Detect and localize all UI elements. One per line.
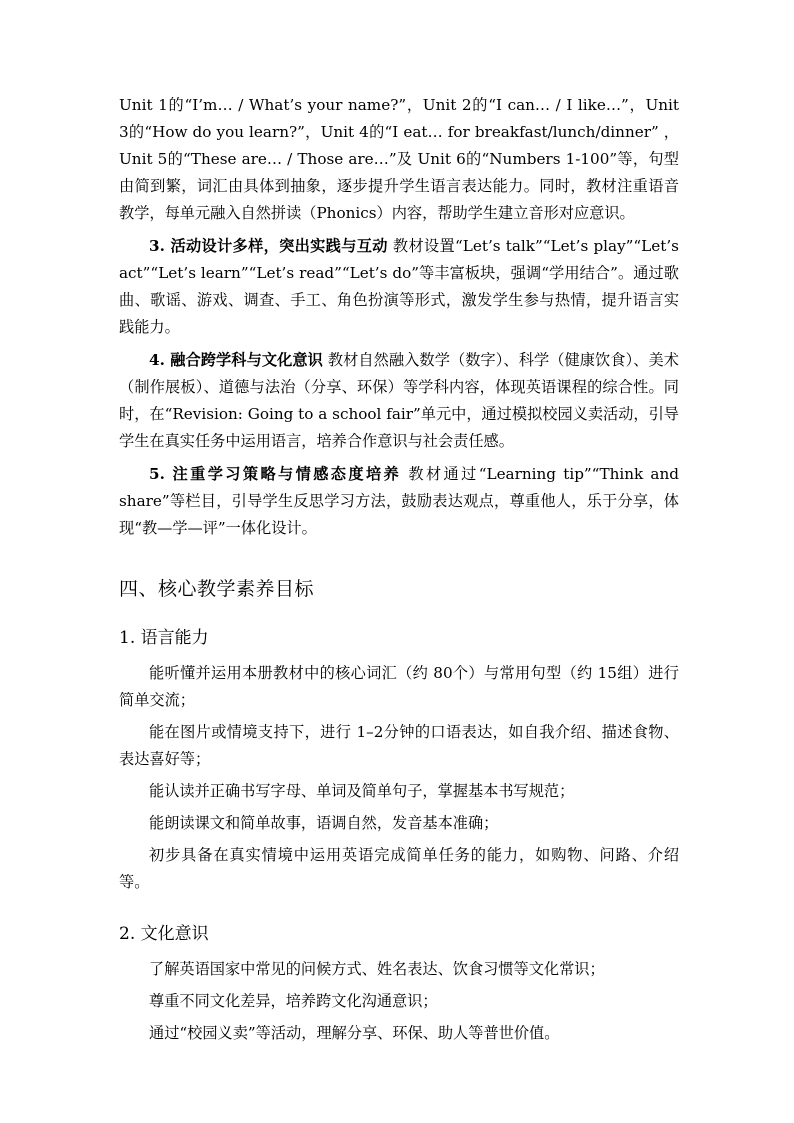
subheading-language-ability: 1. 语言能力: [119, 628, 209, 648]
section-heading-core-literacy: 四、核心教学素养目标: [119, 578, 315, 600]
list-item: 能听懂并运用本册教材中的核心词汇（约 80个）与常用句型（约 15组）进行简单交流；: [119, 664, 679, 709]
paragraph-units-overview: Unit 1的“I’m… / What’s your name?”，Unit 2的“I can… / I like…”，Unit 3的“How do you learn?”，Unit 4的“I eat… for breakfast/lunch/dinner” ，Unit 5的“These are… / Those are…”及 Unit 6的“Numbers 1-100”等，句型由简到繁，词汇由具体到抽象，逐步提升学生语言表达能力。同时，教材注重语音教学，每单元融入自然拼读（Phonics）内容，帮助学生建立音形对应意识。: [119, 96, 684, 222]
paragraph-text: 教材自然融入数学（数字）、科学（健康饮食）、美术（制作展板）、道德与法治（分享、环保）等学科内容，体现英语课程的综合性。同时，在“Revision: Going to a school fair”单元中，通过模拟校园义卖活动，引导学生在真实任务中运用语言，培养合作意识与社会责任感。: [119, 351, 679, 450]
subheading-cultural-awareness: 2. 文化意识: [119, 924, 209, 944]
list-item: 能朗读课文和简单故事，语调自然，发音基本准确；: [149, 814, 499, 832]
list-item: 通过“校园义卖”等活动，理解分享、环保、助人等普世价值。: [149, 1024, 560, 1042]
list-item: 尊重不同文化差异，培养跨文化沟通意识；: [149, 992, 438, 1010]
paragraph-text: 教材设置“Let’s talk”“Let’s play”“Let’s act”“Let’s learn”“Let’s read”“Let’s do”等丰富板块，强调“学用结合”。通过歌曲、歌谣、游戏、调查、手工、角色扮演等形式，激发学生参与热情，提升语言实践能力。: [119, 237, 684, 336]
paragraph-text: 教材通过“Learning tip”“Think and share”等栏目，引导学生反思学习方法，鼓励表达观点，尊重他人，乐于分享，体现“教—学—评”一体化设计。: [119, 465, 684, 537]
document-body: [119, 92, 684, 1052]
list-item: 了解英语国家中常见的问候方式、姓名表达、饮食习惯等文化常识；: [149, 960, 605, 978]
paragraph-learning-strategy: [119, 461, 684, 542]
list-item: 初步具备在真实情境中运用英语完成简单任务的能力，如购物、问路、介绍等。: [119, 846, 679, 891]
paragraph-title: 4. 融合跨学科与文化意识: [149, 351, 323, 369]
paragraph-title: 5. 注重学习策略与情感态度培养: [149, 465, 402, 483]
list-item: 能认读并正确书写字母、单词及简单句子，掌握基本书写规范；: [149, 782, 575, 800]
list-item: 能在图片或情境支持下，进行 1–2分钟的口语表达，如自我介绍、描述食物、表达喜好等；: [119, 723, 679, 768]
paragraph-cross-discipline: [119, 347, 679, 455]
paragraph-activity-design: [119, 233, 684, 341]
paragraph-title: 3. 活动设计多样，突出实践与互动: [149, 237, 388, 255]
